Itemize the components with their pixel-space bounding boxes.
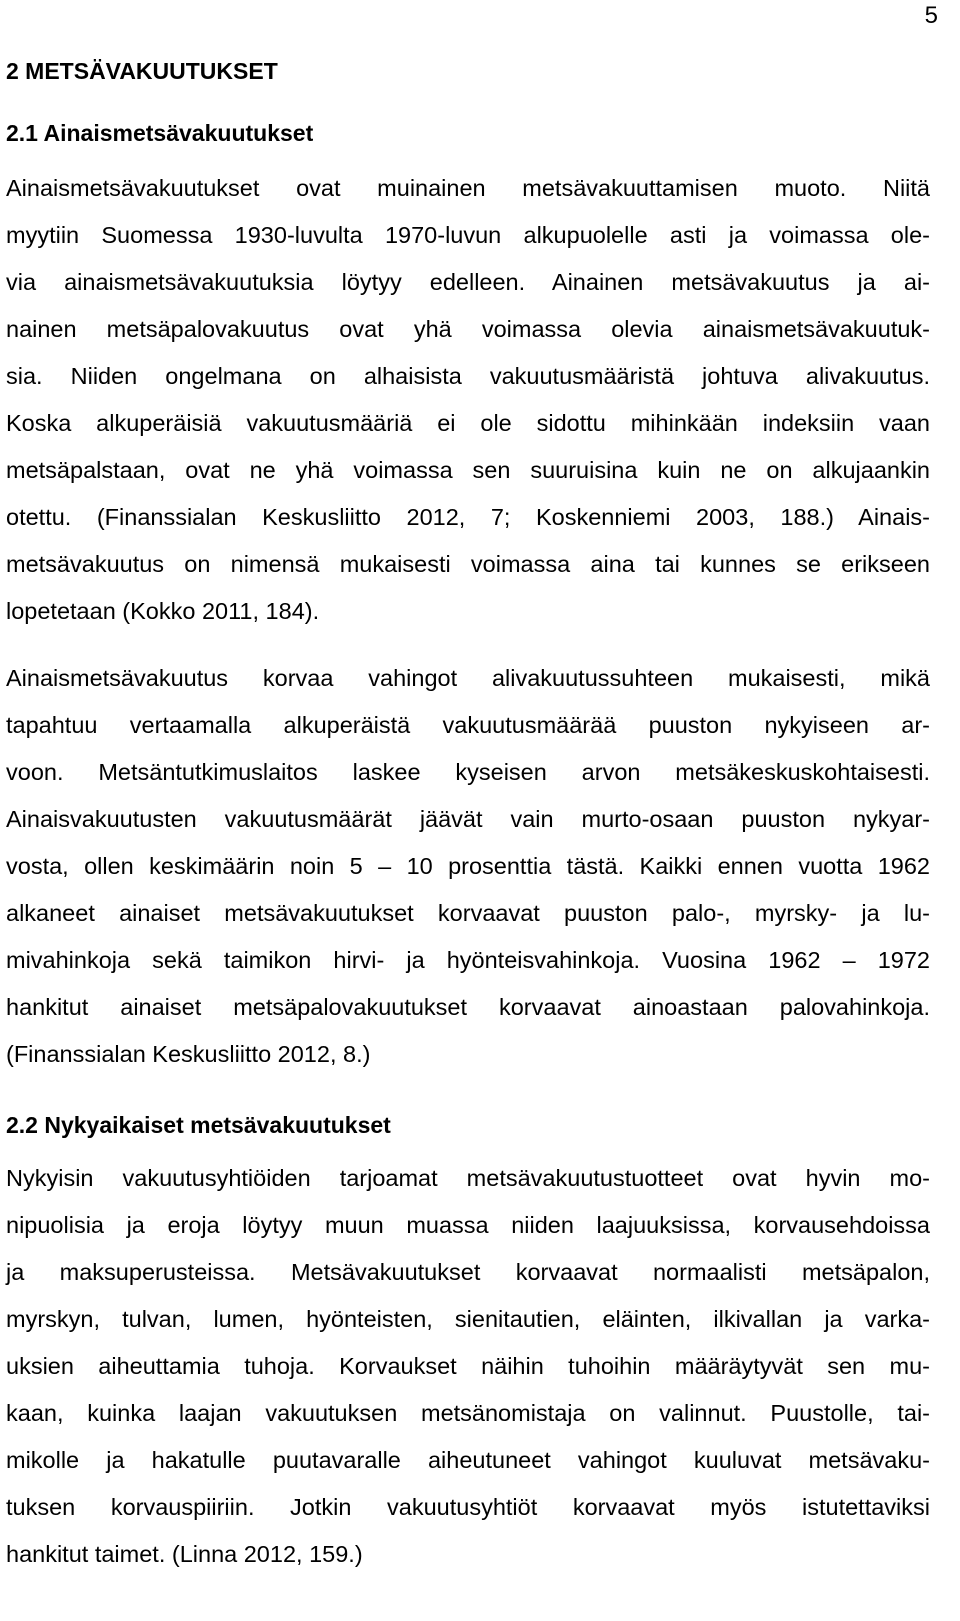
- text-line: metsävakuutus on nimensä mukaisesti voimassa aina tai kunnes se erikseen: [6, 551, 930, 577]
- text-line: uksien aiheuttamia tuhoja. Korvaukset näihin tuhoihin määräytyvät sen mu-: [6, 1353, 930, 1379]
- text-line: sia. Niiden ongelmana on alhaisista vakuutusmääristä johtuva alivakuutus.: [6, 363, 930, 389]
- text-line: nainen metsäpalovakuutus ovat yhä voimassa olevia ainaismetsävakuutuk-: [6, 316, 930, 342]
- text-line: tapahtuu vertaamalla alkuperäistä vakuutusmäärää puuston nykyiseen ar-: [6, 712, 930, 738]
- text-line: myrskyn, tulvan, lumen, hyönteisten, sienitautien, eläinten, ilkivallan ja varka-: [6, 1306, 930, 1332]
- text-line: tuksen korvauspiiriin. Jotkin vakuutusyhtiöt korvaavat myös istutettaviksi: [6, 1494, 930, 1520]
- text-line: hankitut ainaiset metsäpalovakuutukset korvaavat ainoastaan palovahinkoja.: [6, 994, 930, 1020]
- section-heading-2-2: 2.2 Nykyaikaiset metsävakuutukset: [6, 1112, 391, 1138]
- text-line: (Finanssialan Keskusliitto 2012, 8.): [6, 1041, 371, 1067]
- text-line: nipuolisia ja eroja löytyy muun muassa niiden laajuuksissa, korvausehdoissa: [6, 1212, 930, 1238]
- text-line: Koska alkuperäisiä vakuutusmääriä ei ole sidottu mihinkään indeksiin vaan: [6, 410, 930, 436]
- paragraph: [6, 1155, 930, 1578]
- text-line: Ainaismetsävakuutukset ovat muinainen metsävakuuttamisen muoto. Niitä: [6, 175, 930, 201]
- text-line: Ainaisvakuutusten vakuutusmäärät jäävät vain murto-osaan puuston nykyar-: [6, 806, 930, 832]
- text-line: otettu. (Finanssialan Keskusliitto 2012, 7; Koskenniemi 2003, 188.) Ainais-: [6, 504, 930, 530]
- text-line: lopetetaan (Kokko 2011, 184).: [6, 598, 320, 624]
- text-line: ja maksuperusteissa. Metsävakuutukset korvaavat normaalisti metsäpalon,: [6, 1259, 930, 1285]
- paragraph: [6, 165, 930, 635]
- text-line: vosta, ollen keskimäärin noin 5 – 10 prosenttia tästä. Kaikki ennen vuotta 1962: [6, 853, 930, 879]
- text-line: via ainaismetsävakuutuksia löytyy edelleen. Ainainen metsävakuutus ja ai-: [6, 269, 930, 295]
- text-line: metsäpalstaan, ovat ne yhä voimassa sen suuruisina kuin ne on alkujaankin: [6, 457, 930, 483]
- text-line: hankitut taimet. (Linna 2012, 159.): [6, 1541, 363, 1567]
- text-line: voon. Metsäntutkimuslaitos laskee kyseisen arvon metsäkeskuskohtaisesti.: [6, 759, 930, 785]
- text-line: mivahinkoja sekä taimikon hirvi- ja hyönteisvahinkoja. Vuosina 1962 – 1972: [6, 947, 930, 973]
- text-line: Nykyisin vakuutusyhtiöiden tarjoamat metsävakuutustuotteet ovat hyvin mo-: [6, 1165, 930, 1191]
- text-line: alkaneet ainaiset metsävakuutukset korvaavat puuston palo-, myrsky- ja lu-: [6, 900, 930, 926]
- page-number: 5: [924, 2, 938, 29]
- text-line: myytiin Suomessa 1930-luvulta 1970-luvun alkupuolelle asti ja voimassa ole-: [6, 222, 930, 248]
- paragraph: [6, 655, 930, 1078]
- text-line: Ainaismetsävakuutus korvaa vahingot alivakuutussuhteen mukaisesti, mikä: [6, 665, 930, 691]
- chapter-heading: 2 METSÄVAKUUTUKSET: [6, 58, 278, 84]
- text-line: mikolle ja hakatulle puutavaralle aiheutuneet vahingot kuuluvat metsävaku-: [6, 1447, 930, 1473]
- text-line: kaan, kuinka laajan vakuutuksen metsänomistaja on valinnut. Puustolle, tai-: [6, 1400, 930, 1426]
- section-heading-2-1: 2.1 Ainaismetsävakuutukset: [6, 120, 314, 146]
